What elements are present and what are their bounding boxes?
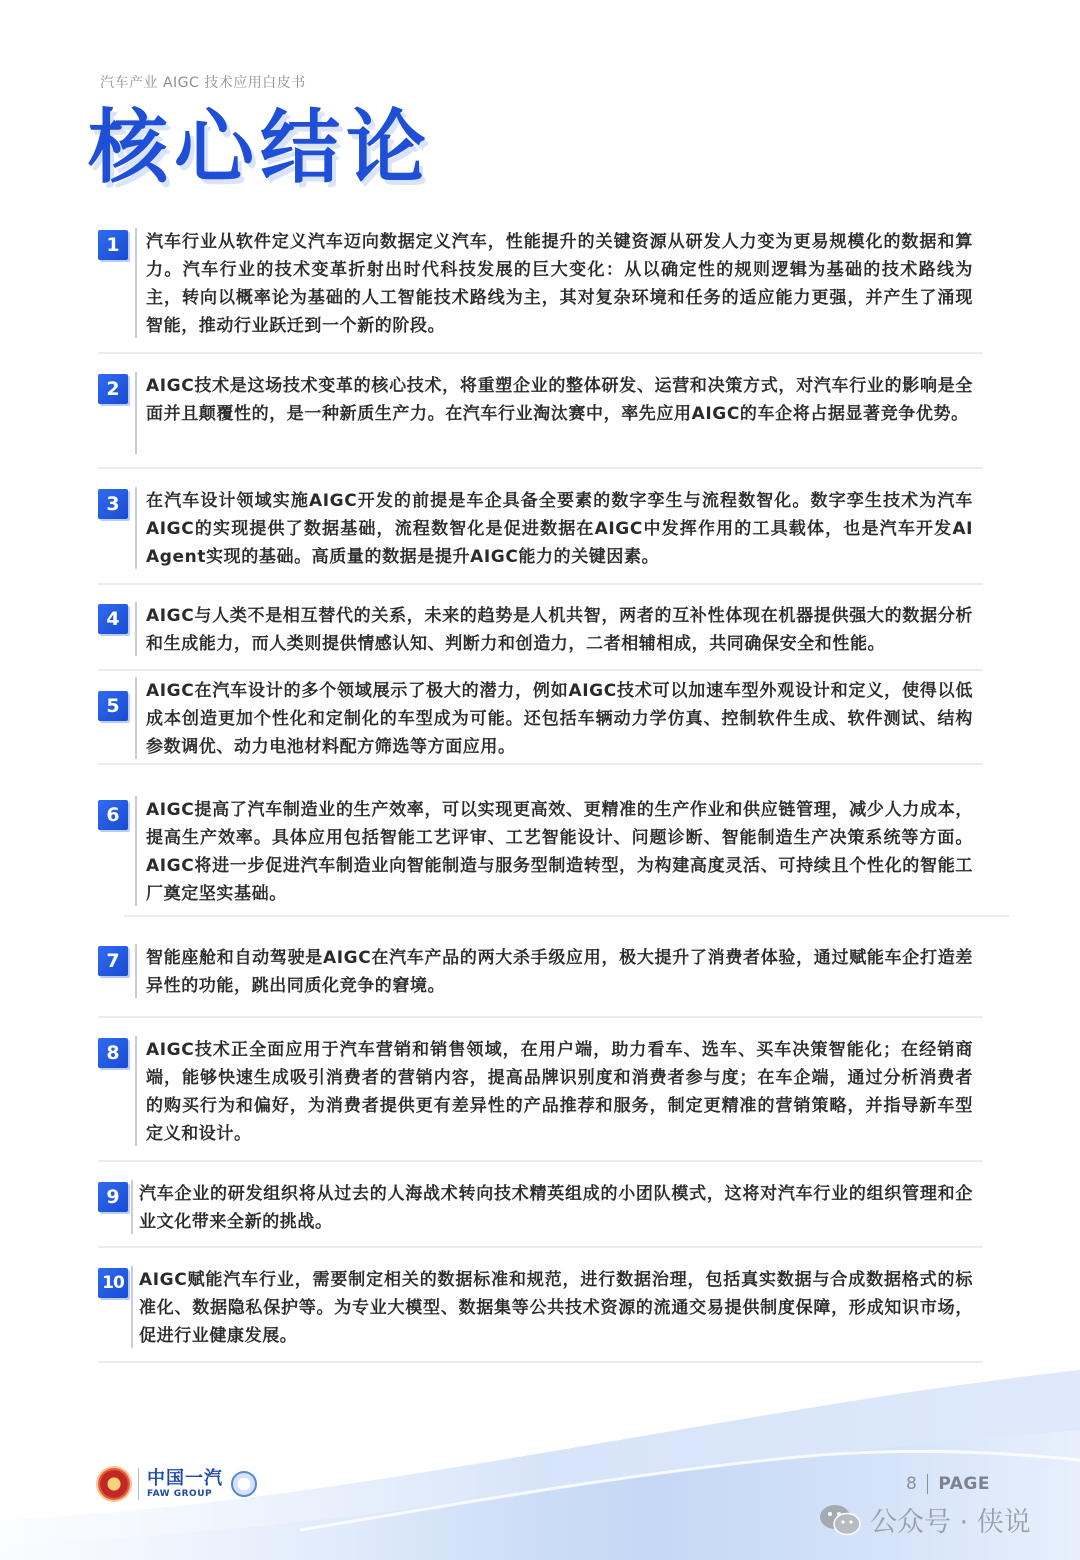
- item-divider-bar: [135, 796, 137, 906]
- watermark-text: 公众号 · 侠说: [870, 1507, 1031, 1538]
- item-text: AIGC与人类不是相互替代的关系，未来的趋势是人机共智，两者的互补性体现在机器提供强大的数据分析和生成能力，而人类则提供情感认知、判断力和创造力，二者相辅相成，共同确保安全和性能。: [146, 606, 973, 654]
- item-divider-bar: [135, 372, 137, 454]
- item-text: AIGC在汽车设计的多个领域展示了极大的潜力，例如AIGC技术可以加速车型外观设计和定义，使得以低成本创造更加个性化和定制化的车型成为可能。还包括车辆动力学仿真、控制软件生成、软件测试、结构参数调优、动力电池材料配方筛选等方面应用。: [146, 681, 973, 757]
- item-divider-bar: [135, 1036, 137, 1146]
- item-number-badge: 5: [98, 691, 128, 721]
- running-head: 汽车产业 AIGC 技术应用白皮书: [100, 75, 306, 91]
- item-number-badge: 4: [98, 604, 128, 634]
- page-number: 8: [906, 1474, 917, 1494]
- conclusion-item-10: [98, 1266, 983, 1363]
- brand-name-en: FAW GROUP: [147, 1488, 213, 1499]
- wechat-icon: [818, 1503, 862, 1537]
- page-separator: [927, 1474, 929, 1494]
- page-indicator: [906, 1474, 990, 1494]
- item-text: AIGC技术正全面应用于汽车营销和销售领域，在用户端，助力看车、选车、买车决策智能化；在经销商端，能够快速生成吸引消费者的营销内容，提高品牌识别度和消费者参与度；在车企端，通过分析消费者的购买行为和偏好，为消费者提供更有差异性的产品推荐和服务，制定更精准的营销策略，并指导新车型定义和设计。: [146, 1040, 973, 1144]
- item-divider-bar: [135, 944, 137, 998]
- item-number-badge: 1: [98, 230, 128, 260]
- faw-brand: [147, 1467, 223, 1499]
- item-text: 智能座舱和自动驾驶是AIGC在汽车产品的两大杀手级应用，极大提升了消费者体验，通过赋能车企打造差异性的功能，跳出同质化竞争的窘境。: [146, 948, 973, 996]
- conclusion-item-3: [98, 487, 983, 585]
- item-divider-bar: [131, 1180, 133, 1234]
- conclusion-item-1: [98, 228, 983, 354]
- item-number-badge: 3: [98, 489, 128, 519]
- item-divider-bar: [131, 1266, 133, 1348]
- conclusion-item-2: [98, 372, 983, 469]
- item-divider-bar: [135, 487, 137, 569]
- logo-divider: [138, 1468, 139, 1500]
- footer-logo-group: [98, 1466, 257, 1502]
- item-text: 在汽车设计领域实施AIGC开发的前提是车企具备全要素的数字孪生与流程数智化。数字孪生技术为汽车AIGC的实现提供了数据基础，流程数智化是促进数据在AIGC中发挥作用的工具载体，也是汽车开发AI Agent实现的基础。高质量的数据是提升AIGC能力的关键因素。: [146, 491, 973, 567]
- item-number-badge: 6: [98, 800, 128, 830]
- page-title: 核心结论: [88, 101, 432, 194]
- page-label: PAGE: [938, 1474, 990, 1494]
- conclusion-item-4: [98, 602, 983, 671]
- item-number-badge: 8: [98, 1038, 128, 1068]
- item-text: 汽车企业的研发组织将从过去的人海战术转向技术精英组成的小团队模式，这将对汽车行业的组织管理和企业文化带来全新的挑战。: [139, 1184, 973, 1232]
- item-divider-bar: [135, 602, 137, 656]
- conclusion-item-5: [98, 677, 983, 765]
- item-6-rule: [124, 915, 1009, 917]
- conclusion-item-6: [98, 796, 983, 918]
- item-text: AIGC赋能汽车行业，需要制定相关的数据标准和规范，进行数据治理，包括真实数据与合成数据格式的标准化、数据隐私保护等。为专业大模型、数据集等公共技术资源的流通交易提供制度保障，形成知识市场，促进行业健康发展。: [139, 1270, 973, 1346]
- conclusion-item-9: [98, 1180, 983, 1248]
- brand-name-cn: 中国一汽: [147, 1467, 223, 1489]
- emblem-icon: [231, 1471, 257, 1497]
- item-divider-bar: [135, 228, 137, 338]
- item-number-badge: 2: [98, 374, 128, 404]
- conclusion-item-8: [98, 1036, 983, 1162]
- item-number-badge: 10: [98, 1268, 128, 1298]
- item-text: 汽车行业从软件定义汽车迈向数据定义汽车，性能提升的关键资源从研发人力变为更易规模化的数据和算力。汽车行业的技术变革折射出时代科技发展的巨大变化：从以确定性的规则逻辑为基础的技术路线为主，转向以概率论为基础的人工智能技术路线为主，其对复杂环境和任务的适应能力更强，并产生了涌现智能，推动行业跃迁到一个新的阶段。: [146, 232, 973, 336]
- party-seal-icon: [98, 1468, 130, 1500]
- item-text: AIGC提高了汽车制造业的生产效率，可以实现更高效、更精准的生产作业和供应链管理，减少人力成本，提高生产效率。具体应用包括智能工艺评审、工艺智能设计、问题诊断、智能制造生产决策系统等方面。AIGC将进一步促进汽车制造业向智能制造与服务型制造转型，为构建高度灵活、可持续且个性化的智能工厂奠定坚实基础。: [146, 800, 973, 904]
- item-number-badge: 7: [98, 946, 128, 976]
- item-divider-bar: [135, 677, 137, 759]
- item-text: AIGC技术是这场技术变革的核心技术，将重塑企业的整体研发、运营和决策方式，对汽车行业的影响是全面并且颠覆性的，是一种新质生产力。在汽车行业淘汰赛中，率先应用AIGC的车企将占据显著竞争优势。: [146, 376, 973, 424]
- conclusion-item-7: [98, 944, 983, 1018]
- item-number-badge: 9: [98, 1182, 128, 1212]
- watermark: [818, 1500, 1031, 1539]
